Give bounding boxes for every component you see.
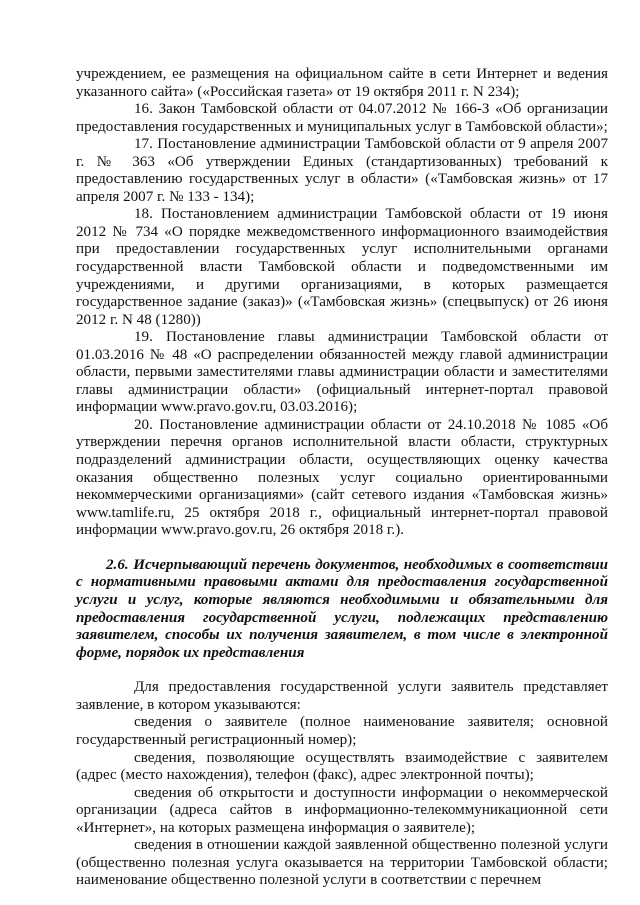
body-paragraph-applicant-info: сведения о заявителе (полное наименование заявителя; основной государственный регистрационный номер);	[76, 714, 608, 748]
paragraph-continuation: учреждением, ее размещения на официальном сайте в сети Интернет и ведения указанного сайта» («Российская газета» от 19 октября 2011 г. N 234);	[76, 66, 608, 100]
section-heading-2-6: 2.6. Исчерпывающий перечень документов, необходимых в соответствии с нормативными правовыми актами для предоставления государственной услуги и услуг, которые являются необходимыми и обязательными для предоставления государственной услуги, подлежащих представлению заявителем, способы их получения заявителем, в том числе в электронной форме, порядок их представления	[76, 556, 608, 661]
paragraph-item-20: 20. Постановление администрации области от 24.10.2018 № 1085 «Об утверждении перечня органов исполнительной власти области, структурных подразделений администрации области, осуществляющих оценку качества оказания общественно полезных услуг социально ориентированными некоммерческими организациями» (сайт сетевого издания «Тамбовская жизнь» www.tamlife.ru, 25 октября 2018 г., официальный интернет-портал правовой информации www.pravo.gov.ru, 26 октября 2018 г.).	[76, 416, 608, 539]
body-paragraph-contact-info: сведения, позволяющие осуществлять взаимодействие с заявителем (адрес (место нахождения), телефон (факс), адрес электронной почты);	[76, 749, 608, 784]
paragraph-item-19: 19. Постановление главы администрации Тамбовской области от 01.03.2016 № 48 «О распределении обязанностей между главой администрации области, первыми заместителями главы администрации области и заместителями главы администрации области» (официальный интернет-портал правовой информации www.pravo.gov.ru, 03.03.2016);	[76, 329, 608, 416]
paragraph-item-18: 18. Постановлением администрации Тамбовской области от 19 июня 2012 № 734 «О порядке межведомственного информационного взаимодействия при предоставлении государственных услуг исполнительными органами государственной власти Тамбовской области и подведомственными им учреждениями, и другими организациями, в которых размещается государственное задание (заказ)» («Тамбовская жизнь» (спецвыпуск) от 26 июня 2012 г. N 48 (1280))	[76, 206, 608, 328]
paragraph-item-17: 17. Постановление администрации Тамбовской области от 9 апреля 2007 г. № 363 «Об утверждении Единых (стандартизованных) требований к предоставлению государственных услуг в области» («Тамбовская жизнь» от 17 апреля 2007 г. № 133 - 134);	[76, 136, 608, 205]
document-page	[76, 66, 608, 890]
paragraph-item-16: 16. Закон Тамбовской области от 04.07.2012 № 166-З «Об организации предоставления государственных и муниципальных услуг в Тамбовской области»;	[76, 101, 608, 135]
body-paragraph-service-info: сведения в отношении каждой заявленной общественно полезной услуги (общественно полезная услуга оказывается на территории Тамбовской области; наименование общественно полезной услуги в соответствии с перечнем	[76, 837, 608, 889]
body-paragraph-intro: Для предоставления государственной услуги заявитель представляет заявление, в котором указываются:	[76, 679, 608, 713]
body-paragraph-openness-info: сведения об открытости и доступности информации о некоммерческой организации (адреса сайтов в информационно-телекоммуникационной сети «Интернет», на которых размещена информация о заявителе);	[76, 784, 608, 836]
